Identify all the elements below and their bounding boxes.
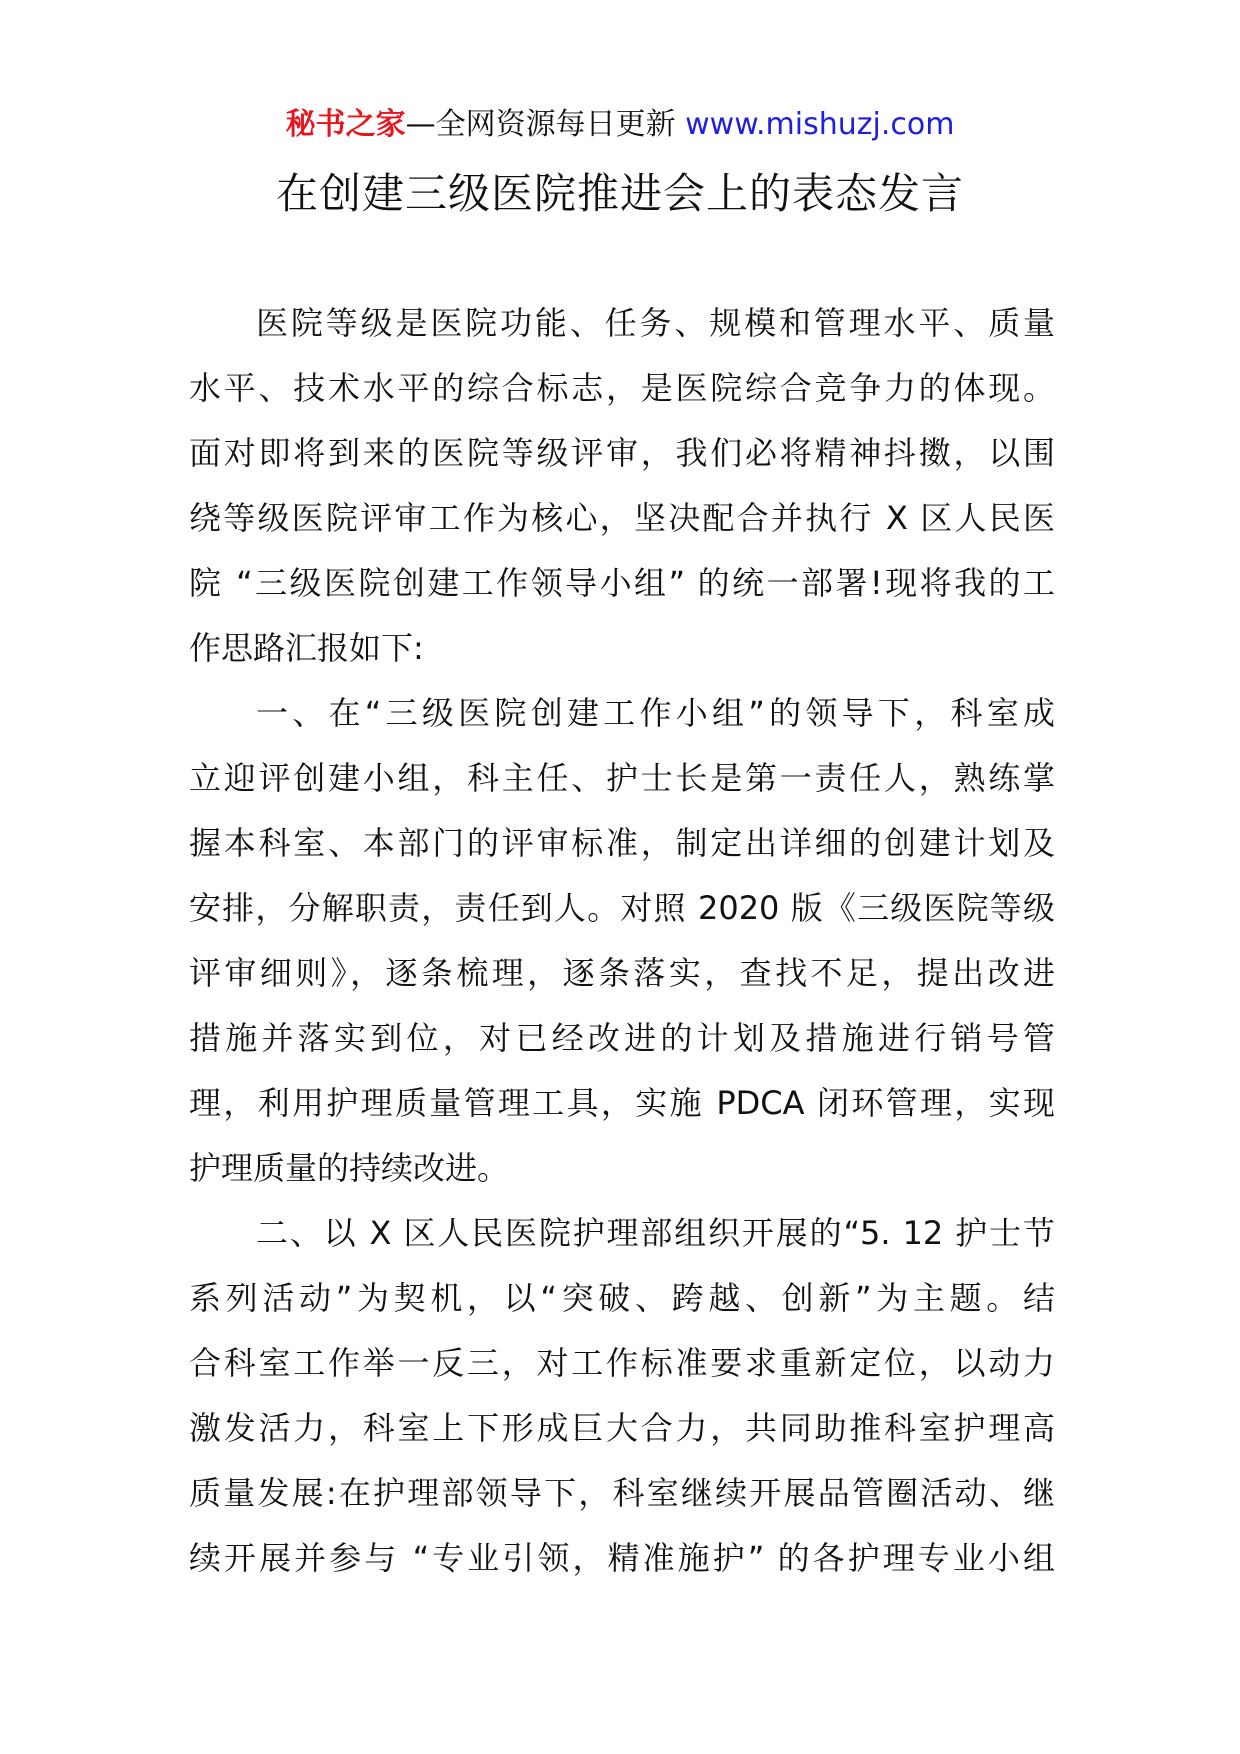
paragraph-line: 握本科室、本部门的评审标准，制定出详细的创建计划及: [189, 824, 1055, 862]
paragraph-line: 作思路汇报如下:: [189, 629, 424, 667]
paragraph-line: 激发活力，科室上下形成巨大合力，共同助推科室护理高: [189, 1409, 1055, 1447]
paragraph-line: 水平、技术水平的综合标志，是医院综合竞争力的体现。: [189, 369, 1055, 407]
paragraph-line: 安排，分解职责，责任到人。对照 2020 版《三级医院等级: [189, 889, 1055, 927]
paragraph-line: 合科室工作举一反三，对工作标准要求重新定位，以动力: [189, 1344, 1055, 1382]
site-header: [0, 100, 1240, 150]
paragraph-line: 医院等级是医院功能、任务、规模和管理水平、质量: [256, 304, 1055, 342]
paragraph-line: 面对即将到来的医院等级评审，我们必将精神抖擞，以围: [189, 434, 1055, 472]
brand-name: 秘书之家: [285, 107, 406, 142]
site-url-link[interactable]: www.mishuzj.com: [685, 107, 955, 142]
paragraph-line: 评审细则》，逐条梳理，逐条落实，查找不足，提出改进: [189, 954, 1055, 992]
paragraph-line: 院 “三级医院创建工作领导小组” 的统一部署!现将我的工: [189, 564, 1055, 602]
paragraph-line: 立迎评创建小组，科主任、护士长是第一责任人，熟练掌: [189, 759, 1055, 797]
paragraph-line: 二、以 X 区人民医院护理部组织开展的“5. 12 护士节: [256, 1214, 1055, 1252]
paragraph-line: 续开展并参与 “专业引领，精准施护” 的各护理专业小组: [189, 1539, 1055, 1577]
document-title: 在创建三级医院推进会上的表态发言: [275, 169, 964, 218]
site-tagline: —全网资源每日更新: [405, 107, 676, 142]
paragraph-line: 质量发展:在护理部领导下，科室继续开展品管圈活动、继: [189, 1474, 1055, 1512]
paragraph-line: 措施并落实到位，对已经改进的计划及措施进行销号管: [189, 1019, 1055, 1057]
paragraph-line: 系列活动”为契机，以“突破、跨越、创新”为主题。结: [189, 1279, 1055, 1317]
paragraph-line: 理，利用护理质量管理工具，实施 PDCA 闭环管理，实现: [189, 1084, 1055, 1122]
paragraph-line: 绕等级医院评审工作为核心，坚决配合并执行 X 区人民医: [189, 499, 1055, 537]
document-body: [189, 291, 1055, 1591]
paragraph-line: 护理质量的持续改进。: [189, 1149, 510, 1187]
paragraph-line: 一、在“三级医院创建工作小组”的领导下，科室成: [256, 694, 1055, 732]
